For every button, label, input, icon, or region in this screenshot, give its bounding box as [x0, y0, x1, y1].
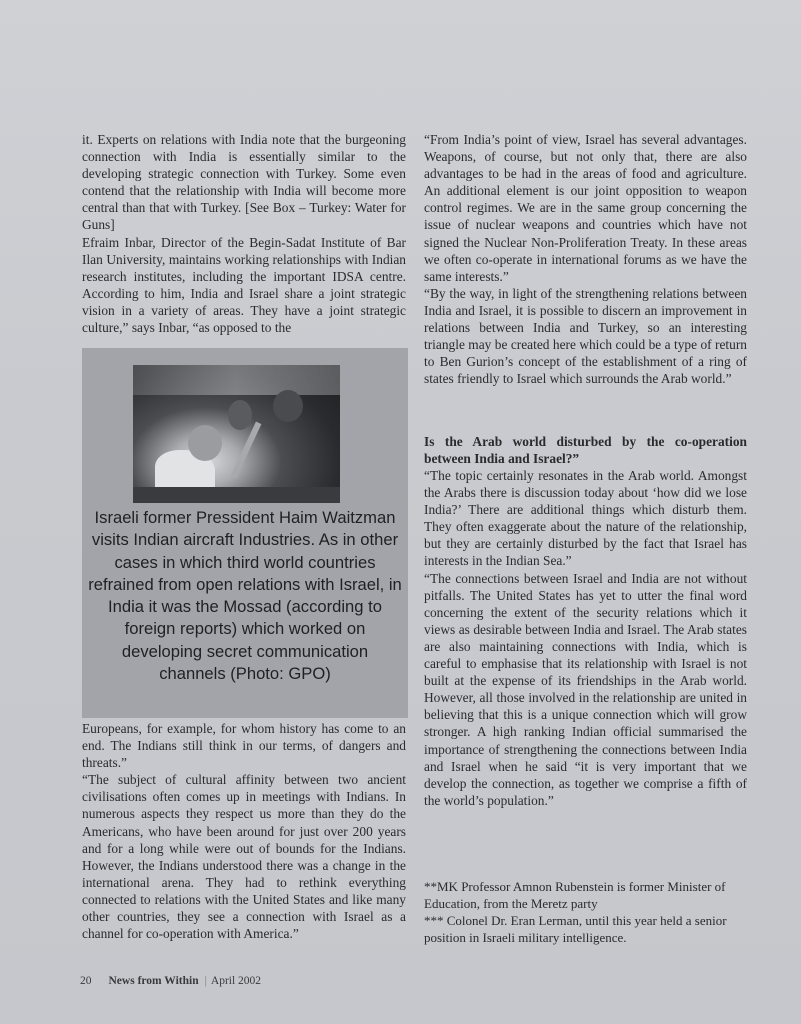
paragraph: “The subject of cultural affinity between two ancient civilisations often comes up in meetings with Indians. In numerous aspects they respect us more than they do the Americans, who have been around for just over 200 years and for a long while were out of bounds for the Indians. However, the Indians understood there was a change in the international arena. They had to rethink everything connected to relations with the United States and like many other countries, they see a connection with Israel as a channel for co-operation with America.” — [82, 772, 406, 942]
photo-caption-box — [82, 348, 408, 718]
publication-name: News from Within — [108, 975, 199, 987]
right-column-top — [424, 131, 747, 387]
question-heading: Is the Arab world disturbed by the co-operation between India and Israel?” — [424, 434, 747, 467]
paragraph: “The connections between Israel and India are not without pitfalls. The United States has yet to utter the final word concerning the extent of the security relations which it views as desirable between India and Israel. The Arab states are also maintaining connections with India, which is careful to emphasise that its relationship with Israel is not built at the expense of its friendships in the Arab world. However, all those involved in the relationship are united in believing that this is a unique connection which will grow stronger. A high ranking Indian official summarised the importance of strengthening the connections between India and Israel when he said “it is very important that we develop the connection, as together we comprise a fifth of the world’s population.” — [424, 570, 747, 808]
page-number: 20 — [80, 975, 92, 987]
footer-separator: | — [204, 975, 207, 987]
left-column-top — [82, 131, 406, 336]
footnotes — [424, 878, 747, 946]
footnote: *** Colonel Dr. Eran Lerman, until this year held a senior position in Israeli military intelligence. — [424, 913, 727, 945]
issue-date: April 2002 — [210, 975, 262, 987]
paragraph: “The topic certainly resonates in the Arab world. Amongst the Arabs there is discussion today about ‘how did we lose India?’ There are additional things which disturb them. They often exaggerate about the nature of the relationship, but they are certainly disturbed by the fact that Israel has interests in the Indian Sea.” — [424, 468, 747, 569]
paragraph: Efraim Inbar, Director of the Begin-Sadat Institute of Bar Ilan University, maintains working relationships with Indian research institutes, including the important IDSA centre. According to him, India and Israel share a joint strategic vision in a variety of areas. They have a joint strategic culture,” says Inbar, “as opposed to the — [82, 234, 406, 336]
paragraph: “From India’s point of view, Israel has several advantages. Weapons, of course, but not only that, there are also advantages to be had in the areas of food and agriculture. An additional element is our joint opposition to weapon control regimes. We are in the same group concerning the issue of nuclear weapons and countries which have not signed the Nuclear Non-Proliferation Treaty. In these areas we often co-operate in international forums as we have the same interests.” — [424, 132, 747, 284]
paragraph: it. Experts on relations with India note that the burgeoning connection with India is essentially similar to the developing strategic connection with Turkey. Some even contend that the relationship with India will become more central than that with Turkey. [See Box – Turkey: Water for Guns] — [82, 132, 406, 233]
photo-caption: Israeli former Pressident Haim Waitzman visits Indian aircraft Industries. As in other cases in which third world countries refrained from open relations with Israel, in India it was the Mossad (according to foreign reports) which worked on developing secret communication channels (Photo: GPO) — [88, 508, 402, 684]
photo-aircraft-visit — [133, 365, 340, 503]
footnote: **MK Professor Amnon Rubenstein is former Minister of Education, from the Meretz party — [424, 879, 726, 911]
left-column-bottom — [82, 720, 406, 942]
paragraph: Europeans, for example, for whom history has come to an end. The Indians still think in our terms, of dangers and threats.” — [82, 721, 406, 771]
right-column-answer — [424, 467, 747, 809]
page-footer — [80, 975, 261, 987]
interview-question — [424, 433, 747, 467]
paragraph: “By the way, in light of the strengthening relations between India and Israel, it is possible to discern an improvement in relations between India and Turkey, so an interesting triangle may be created here which could be a type of return to Ben Gurion’s concept of the establishment of a ring of states friendly to Israel which surrounds the Arab world.” — [424, 285, 747, 387]
